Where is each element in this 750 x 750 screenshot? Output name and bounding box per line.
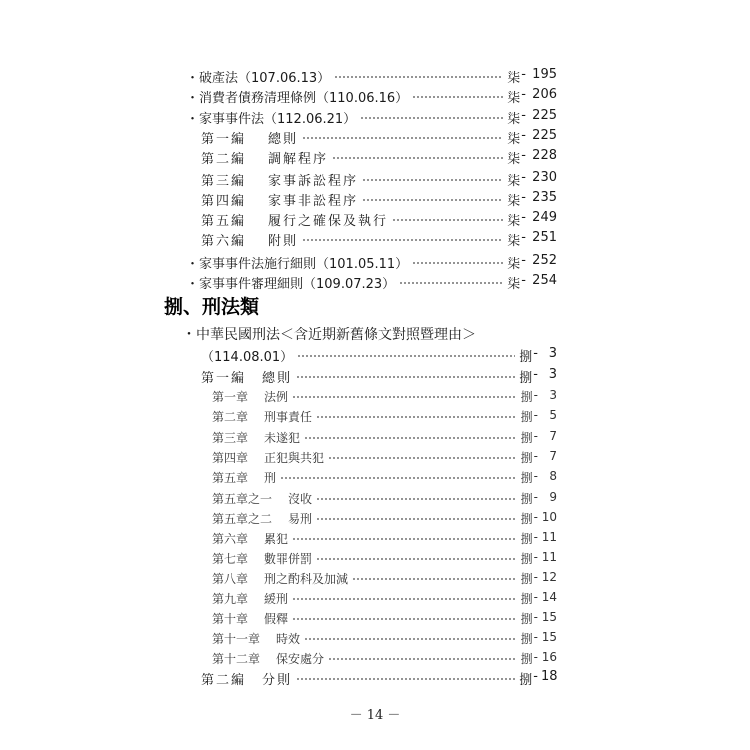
dot-leader — [292, 538, 517, 540]
toc-page-section: 捌 — [520, 611, 533, 626]
page-ref-dash: - — [533, 589, 538, 604]
toc-entry-title: 正犯與共犯 — [264, 450, 325, 465]
toc-page-number: 254 — [532, 272, 557, 288]
toc-entry[interactable] — [201, 229, 557, 249]
toc-page-number: 12 — [541, 569, 557, 584]
toc-page-ref — [519, 346, 557, 365]
toc-page-ref — [521, 510, 557, 527]
toc-entry-label: （114.08.01） — [201, 349, 294, 365]
dot-leader — [334, 76, 503, 78]
toc-page-ref — [521, 610, 557, 627]
dot-leader — [292, 598, 517, 600]
toc-page-ref — [521, 469, 557, 486]
toc-entry[interactable] — [186, 272, 557, 292]
toc-entry-title: 刑 — [264, 470, 277, 485]
toc-page-ref — [507, 190, 557, 209]
toc-entry[interactable] — [186, 86, 557, 106]
toc-entry[interactable] — [212, 608, 557, 628]
toc-entry[interactable] — [212, 488, 557, 508]
dot-leader — [362, 179, 503, 181]
toc-entry-title: 保安處分 — [276, 651, 325, 666]
dot-leader — [332, 157, 503, 159]
page-ref-dash: - — [533, 387, 538, 402]
toc-page-section: 捌 — [520, 470, 533, 485]
toc-page-ref — [521, 650, 557, 667]
toc-entry-label: 第五章之一 — [212, 491, 273, 506]
toc-entry-label: 第六編 — [201, 233, 247, 249]
toc-entry[interactable] — [201, 209, 557, 229]
toc-entry-title: 法例 — [264, 389, 289, 404]
toc-entry-label: 第三編 — [201, 173, 247, 189]
toc-page-section: 捌 — [520, 491, 533, 506]
dot-leader — [304, 638, 517, 640]
dot-leader — [412, 96, 503, 98]
toc-page-section: 捌 — [519, 349, 533, 365]
dot-leader — [316, 518, 517, 520]
toc-law-title — [182, 324, 476, 344]
toc-entry-label: 第五章之二 — [212, 511, 273, 526]
toc-page-number: 7 — [549, 428, 557, 443]
toc-page-section: 捌 — [520, 631, 533, 646]
dot-leader — [296, 678, 515, 680]
toc-entry-title: 假釋 — [264, 611, 289, 626]
page-ref-dash: - — [521, 229, 526, 245]
toc-entry[interactable] — [212, 467, 557, 487]
section-heading: 捌、刑法類 — [164, 296, 260, 318]
toc-entry-title: 總則 — [262, 370, 293, 386]
page-ref-dash: - — [521, 209, 526, 225]
toc-page-ref — [519, 367, 557, 386]
toc-entry[interactable] — [212, 386, 557, 406]
toc-entry-title: 分則 — [262, 672, 293, 688]
toc-entry-label: 第二編 — [201, 672, 247, 688]
toc-page-number: 3 — [548, 366, 557, 382]
page-ref-dash: - — [533, 549, 538, 564]
toc-page-number: 16 — [541, 649, 557, 664]
toc-page-number: 251 — [532, 229, 557, 245]
toc-page-section: 柒 — [507, 90, 521, 106]
toc-entry[interactable] — [201, 127, 557, 147]
dot-leader — [360, 117, 503, 119]
toc-page-ref — [507, 273, 557, 292]
toc-entry-label: ・破產法（107.06.13） — [186, 70, 331, 86]
toc-page-ref — [507, 230, 557, 249]
page-ref-dash: - — [521, 189, 526, 205]
toc-page-ref — [519, 669, 557, 688]
toc-entry[interactable] — [212, 447, 557, 467]
toc-entry[interactable] — [201, 668, 557, 688]
toc-entry[interactable] — [186, 252, 557, 272]
toc-page-section: 柒 — [507, 193, 521, 209]
toc-page-ref — [507, 67, 557, 86]
toc-entry-title: 時效 — [276, 631, 301, 646]
toc-page-ref — [507, 148, 557, 167]
dot-leader — [297, 355, 515, 357]
dot-leader — [399, 282, 503, 284]
toc-entry[interactable] — [201, 366, 557, 386]
toc-entry-label: 第十一章 — [212, 631, 261, 646]
toc-page-section: 捌 — [520, 591, 533, 606]
toc-entry-label: ・消費者債務清理條例（110.06.16） — [186, 90, 409, 106]
toc-entry-label: 第一編 — [201, 131, 247, 147]
toc-entry[interactable] — [212, 528, 557, 548]
dot-leader — [412, 262, 503, 264]
toc-entry[interactable] — [201, 169, 557, 189]
toc-page-section: 柒 — [507, 151, 521, 167]
page-ref-dash: - — [533, 529, 538, 544]
toc-entry-label: 第五章 — [212, 470, 249, 485]
toc-entry-title: 調解程序 — [268, 151, 329, 167]
toc-page-number: 225 — [532, 127, 557, 143]
toc-entry-title: 家事訴訟程序 — [268, 173, 359, 189]
dot-leader — [316, 416, 517, 418]
toc-entry-title: 累犯 — [264, 531, 289, 546]
dot-leader — [352, 578, 517, 580]
toc-page-number: 5 — [549, 407, 557, 422]
toc-entry[interactable] — [212, 568, 557, 588]
page-ref-dash: - — [521, 86, 526, 102]
toc-page-ref — [507, 253, 557, 272]
page-ref-dash: - — [533, 428, 538, 443]
toc-page-section: 捌 — [520, 571, 533, 586]
toc-entry-title: 刑之酌科及加減 — [264, 571, 349, 586]
toc-page-ref — [521, 408, 557, 425]
page-ref-dash: - — [533, 609, 538, 624]
page-ref-dash: - — [533, 569, 538, 584]
toc-page-section: 捌 — [520, 389, 533, 404]
toc-page-number: 206 — [532, 86, 557, 102]
toc-entry-title: 易刑 — [288, 511, 313, 526]
toc-page-number: 225 — [532, 107, 557, 123]
toc-page-number: 7 — [549, 448, 557, 463]
dot-leader — [304, 437, 517, 439]
toc-page-ref — [507, 210, 557, 229]
toc-page-section: 捌 — [520, 651, 533, 666]
toc-page-number: 8 — [549, 468, 557, 483]
dot-leader — [302, 239, 503, 241]
toc-entry-label: 第一編 — [201, 370, 247, 386]
toc-page-number: 252 — [532, 252, 557, 268]
page-ref-dash: - — [521, 127, 526, 143]
toc-page-section: 捌 — [520, 409, 533, 424]
toc-entry-title: 總則 — [268, 131, 299, 147]
toc-entry-label: ・中華民國刑法＜含近期新舊條文對照暨理由＞ — [182, 327, 476, 343]
toc-entry[interactable] — [212, 427, 557, 447]
toc-entry-label: 第二章 — [212, 409, 249, 424]
toc-page-section: 捌 — [520, 450, 533, 465]
toc-entry[interactable] — [201, 345, 557, 365]
dot-leader — [292, 618, 517, 620]
page-ref-dash: - — [533, 345, 538, 361]
toc-entry[interactable] — [212, 648, 557, 668]
page-ref-dash: - — [521, 107, 526, 123]
toc-page-ref — [521, 590, 557, 607]
toc-page-ref — [521, 550, 557, 567]
toc-page-section: 柒 — [507, 233, 521, 249]
toc-entry-title: 家事非訟程序 — [268, 193, 359, 209]
toc-page-number: 11 — [541, 549, 557, 564]
toc-page-section: 柒 — [507, 131, 521, 147]
toc-entry-label: ・家事事件法（112.06.21） — [186, 111, 357, 127]
page-ref-dash: - — [521, 169, 526, 185]
toc-page-section: 柒 — [507, 70, 521, 86]
toc-entry[interactable] — [212, 628, 557, 648]
toc-page-ref — [521, 490, 557, 507]
toc-entry-label: 第七章 — [212, 551, 249, 566]
toc-page-ref — [521, 530, 557, 547]
toc-page-number: 10 — [541, 509, 557, 524]
toc-page-ref — [521, 570, 557, 587]
dot-leader — [392, 219, 503, 221]
page-ref-dash: - — [533, 629, 538, 644]
toc-page-number: 3 — [549, 387, 557, 402]
toc-page-section: 捌 — [520, 430, 533, 445]
toc-entry[interactable] — [186, 66, 557, 86]
toc-entry[interactable] — [212, 508, 557, 528]
page-ref-dash: - — [521, 272, 526, 288]
toc-entry-label: 第九章 — [212, 591, 249, 606]
toc-page-ref — [521, 630, 557, 647]
toc-page-section: 捌 — [520, 531, 533, 546]
toc-page-ref — [507, 128, 557, 147]
toc-entry-title: 履行之確保及執行 — [268, 213, 389, 229]
page-ref-dash: - — [533, 668, 538, 684]
toc-entry-title: 未遂犯 — [264, 430, 301, 445]
page-ref-dash: - — [533, 366, 538, 382]
toc-page-number: 14 — [541, 589, 557, 604]
toc-entry-label: 第四章 — [212, 450, 249, 465]
toc-entry-title: 沒收 — [288, 491, 313, 506]
toc-entry[interactable] — [201, 147, 557, 167]
page-number: － 14 － — [349, 708, 401, 723]
page-ref-dash: - — [533, 509, 538, 524]
toc-entry[interactable] — [212, 548, 557, 568]
toc-page-number: 228 — [532, 147, 557, 163]
toc-page-number: 11 — [541, 529, 557, 544]
toc-page-ref — [507, 108, 557, 127]
toc-entry-label: 第五編 — [201, 213, 247, 229]
toc-page-ref — [507, 170, 557, 189]
toc-entry-label: 第六章 — [212, 531, 249, 546]
toc-page-number: 15 — [541, 609, 557, 624]
page-ref-dash: - — [533, 468, 538, 483]
toc-page-section: 柒 — [507, 111, 521, 127]
toc-entry-label: 第一章 — [212, 389, 249, 404]
dot-leader — [296, 376, 515, 378]
toc-page-ref — [521, 449, 557, 466]
toc-page-number: 249 — [532, 209, 557, 225]
dot-leader — [316, 558, 517, 560]
toc-entry[interactable] — [201, 189, 557, 209]
toc-page-number: 9 — [549, 489, 557, 504]
toc-page-ref — [521, 429, 557, 446]
toc-entry-label: 第四編 — [201, 193, 247, 209]
toc-page-ref — [507, 87, 557, 106]
page-ref-dash: - — [533, 649, 538, 664]
toc-page-ref — [521, 388, 557, 405]
toc-entry[interactable] — [212, 588, 557, 608]
toc-page-number: 235 — [532, 189, 557, 205]
toc-page-section: 捌 — [520, 511, 533, 526]
toc-entry-label: ・家事事件審理細則（109.07.23） — [186, 276, 396, 292]
page-ref-dash: - — [533, 448, 538, 463]
dot-leader — [292, 396, 517, 398]
toc-page-number: 18 — [541, 668, 558, 684]
page-ref-dash: - — [521, 252, 526, 268]
toc-entry-label: 第三章 — [212, 430, 249, 445]
dot-leader — [302, 137, 503, 139]
toc-page-section: 捌 — [519, 672, 533, 688]
dot-leader — [362, 199, 503, 201]
dot-leader — [280, 477, 517, 479]
toc-entry-title: 數罪併罰 — [264, 551, 313, 566]
toc-entry-title: 附則 — [268, 233, 299, 249]
toc-entry-label: 第二編 — [201, 151, 247, 167]
toc-page-section: 柒 — [507, 276, 521, 292]
toc-page-number: 15 — [541, 629, 557, 644]
page-ref-dash: - — [521, 66, 526, 82]
dot-leader — [328, 658, 517, 660]
toc-page-section: 捌 — [520, 551, 533, 566]
dot-leader — [316, 498, 517, 500]
toc-entry-title: 緩刑 — [264, 591, 289, 606]
page-ref-dash: - — [533, 489, 538, 504]
toc-entry[interactable] — [212, 406, 557, 426]
toc-page-number: 195 — [532, 66, 557, 82]
toc-entry-title: 刑事責任 — [264, 409, 313, 424]
toc-entry-label: 第八章 — [212, 571, 249, 586]
toc-page-section: 柒 — [507, 256, 521, 272]
toc-page-section: 柒 — [507, 213, 521, 229]
toc-entry-label: 第十章 — [212, 611, 249, 626]
dot-leader — [328, 457, 517, 459]
page-ref-dash: - — [521, 147, 526, 163]
toc-entry[interactable] — [186, 107, 557, 127]
toc-page-number: 3 — [548, 345, 557, 361]
toc-entry-label: ・家事事件法施行細則（101.05.11） — [186, 256, 409, 272]
page-ref-dash: - — [533, 407, 538, 422]
toc-entry-label: 第十二章 — [212, 651, 261, 666]
toc-page-section: 柒 — [507, 173, 521, 189]
toc-page-section: 捌 — [519, 370, 533, 386]
toc-page-number: 230 — [532, 169, 557, 185]
